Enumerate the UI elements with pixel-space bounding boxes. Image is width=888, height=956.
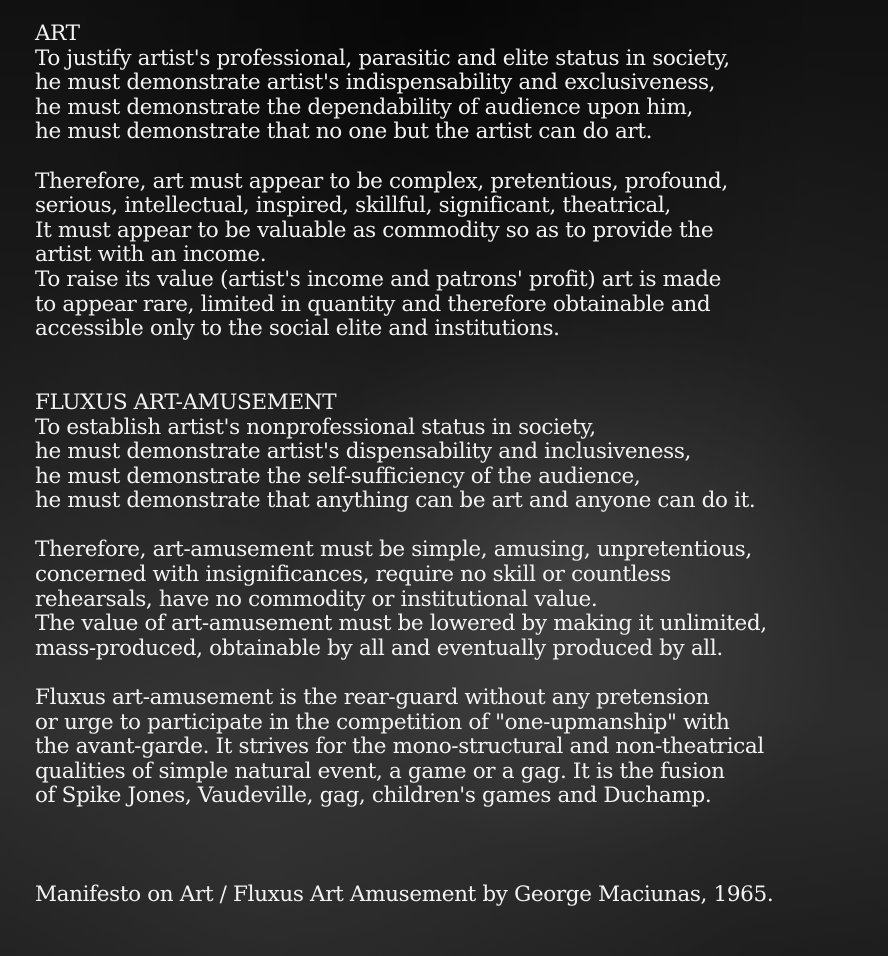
art-para1-line: he must demonstrate that no one but the artist can do art. (35, 119, 653, 145)
fluxus-para2-line: The value of art-amusement must be lowered by making it unlimited, (35, 611, 767, 637)
paragraph-spacer (35, 661, 865, 686)
attribution: Manifesto on Art / Fluxus Art Amusement by George Maciunas, 1965. (35, 881, 774, 907)
fluxus-para2-line: Therefore, art-amusement must be simple, amusing, unpretentious, (35, 537, 752, 563)
fluxus-para3-line: Fluxus art-amusement is the rear-guard without any pretension (35, 685, 710, 711)
fluxus-para3-line: the avant-garde. It strives for the mono-structural and non-theatrical (35, 734, 764, 760)
fluxus-para3-line: of Spike Jones, Vaudeville, gag, children's games and Duchamp. (35, 783, 712, 809)
fluxus-para3-line: qualities of simple natural event, a game or a gag. It is the fusion (35, 758, 725, 784)
art-para1-line: To justify artist's professional, parasitic and elite status in society, (35, 45, 730, 71)
art-para2-line: to appear rare, limited in quantity and therefore obtainable and (35, 291, 711, 317)
art-para1-line: he must demonstrate the dependability of audience upon him, (35, 94, 693, 120)
fluxus-para1-line: he must demonstrate artist's dispensability and inclusiveness, (35, 439, 692, 465)
manifesto-text (35, 22, 865, 907)
fluxus-para2-line: rehearsals, have no commodity or institutional value. (35, 586, 598, 612)
art-para2-line: Therefore, art must appear to be complex, pretentious, profound, (35, 168, 728, 194)
section-spacer (35, 809, 865, 883)
section-spacer (35, 342, 865, 391)
art-para1-line: he must demonstrate artist's indispensability and exclusiveness, (35, 70, 716, 96)
paragraph-spacer (35, 514, 865, 539)
fluxus-para1-line: To establish artist's nonprofessional status in society, (35, 414, 596, 440)
art-heading: ART (35, 21, 80, 46)
art-para2-line: artist with an income. (35, 242, 267, 268)
art-para2-line: accessible only to the social elite and institutions. (35, 316, 560, 342)
art-para2-line: It must appear to be valuable as commodity so as to provide the (35, 217, 714, 243)
fluxus-para2-line: mass-produced, obtainable by all and eventually produced by all. (35, 635, 723, 661)
fluxus-para1-line: he must demonstrate that anything can be art and anyone can do it. (35, 488, 756, 514)
fluxus-heading: FLUXUS ART-AMUSEMENT (35, 389, 337, 415)
fluxus-para1-line: he must demonstrate the self-sufficiency of the audience, (35, 463, 641, 489)
art-para2-line: To raise its value (artist's income and patrons' profit) art is made (35, 266, 721, 292)
art-para2-line: serious, intellectual, inspired, skillful, significant, theatrical, (35, 193, 671, 219)
paragraph-spacer (35, 145, 865, 170)
fluxus-para2-line: concerned with insignificances, require no skill or countless (35, 562, 671, 588)
fluxus-para3-line: or urge to participate in the competition of "one-upmanship" with (35, 709, 730, 735)
